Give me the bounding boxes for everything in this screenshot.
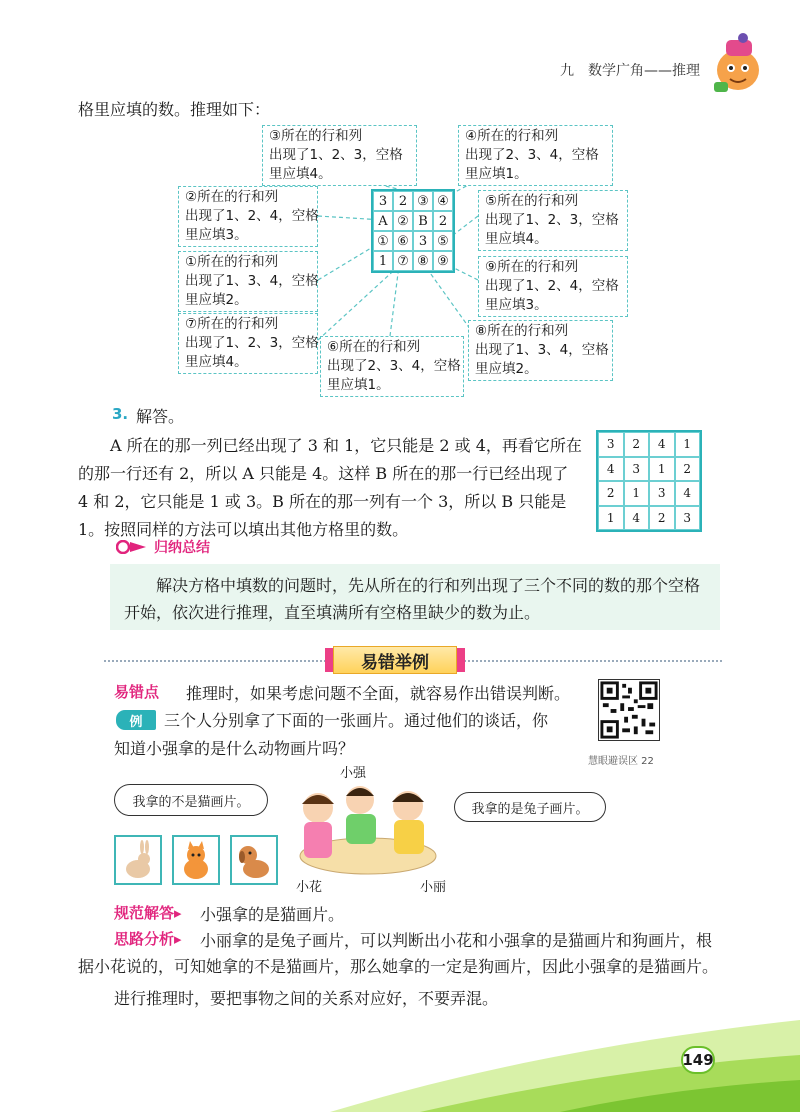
dog-icon: [232, 837, 276, 883]
grid-cell: 1: [624, 481, 650, 506]
grid-cell: 4: [649, 432, 675, 457]
summary-box: 解决方格中填数的问题时，先从所在的行和列出现了三个不同的数的那个空格开始，依次进行推理，直至填满所有空格里缺少的数为止。: [110, 564, 720, 630]
solution-text: 小强拿的是猫画片。: [200, 905, 345, 924]
intro-text: 格里应填的数。推理如下：: [78, 100, 271, 119]
puzzle-grid-marked: [371, 189, 455, 273]
name-xiaoqiang: 小强: [340, 766, 367, 781]
qr-code-icon[interactable]: [598, 679, 660, 741]
grid-cell: ②: [393, 211, 413, 231]
tip-text: 进行推理时，要把事物之间的关系对应好，不要弄混。: [114, 989, 499, 1008]
rabbit-icon: [116, 837, 160, 883]
grid-cell: ⑥: [393, 231, 413, 251]
grid-cell: 2: [624, 432, 650, 457]
callout-3: ③所在的行和列 出现了1、2、3，空格 里应填4。: [262, 125, 417, 186]
children-illustration: [280, 778, 450, 878]
grid-cell: 1: [373, 251, 393, 271]
callout-9: ⑨所在的行和列 出现了1、2、4，空格 里应填3。: [478, 256, 628, 317]
grid-cell: 3: [413, 231, 433, 251]
grid-cell: ⑤: [433, 231, 453, 251]
callout-6: ⑥所在的行和列 出现了2、3、4，空格 里应填1。: [320, 336, 464, 397]
grid-cell: 1: [649, 457, 675, 482]
grid-cell: 3: [675, 506, 701, 531]
grid-cell: 1: [675, 432, 701, 457]
grid-cell: B: [413, 211, 433, 231]
solution-paragraph: A 所在的那一列已经出现了 3 和 1，它只能是 2 或 4，再看它所在的那一行还有 2，所以 A 只能是 4。这样 B 所在的那一行已经出现了 4 和 2，它只能是 1 或 3。B 所在的那一列有一个 3，所以 B 只能是 1。按照同样的方法可以填出其他方格里的数。: [78, 436, 582, 539]
example-text-line1: 三个人分别拿了下面的一张画片。通过他们的谈话，你: [164, 711, 549, 730]
page-number: 149: [681, 1046, 715, 1074]
cat-card: [172, 835, 220, 885]
grid-cell: ⑧: [413, 251, 433, 271]
grid-cell: ⑦: [393, 251, 413, 271]
qr-caption: 慧眼避误区 22: [588, 756, 654, 767]
callout-8: ⑧所在的行和列 出现了1、3、4，空格 里应填2。: [468, 320, 613, 381]
grid-cell: ④: [433, 191, 453, 211]
callout-5: ⑤所在的行和列 出现了1、2、3，空格 里应填4。: [478, 190, 628, 251]
rabbit-card: [114, 835, 162, 885]
grid-cell: 3: [598, 432, 624, 457]
error-banner: [325, 644, 465, 676]
dog-card: [230, 835, 278, 885]
callout-1: ①所在的行和列 出现了1、3、4，空格 里应填2。: [178, 251, 318, 312]
error-banner-label: 易错举例: [333, 646, 457, 674]
grid-cell: 2: [433, 211, 453, 231]
grid-cell: 4: [675, 481, 701, 506]
grid-cell: 2: [649, 506, 675, 531]
callout-7: ⑦所在的行和列 出现了1、2、3，空格 里应填4。: [178, 313, 318, 374]
speech-bubble-left: 我拿的不是猫画片。: [114, 784, 268, 816]
analysis-text-line2: 据小花说的，可知她拿的不是猫画片，那么她拿的一定是狗画片，因此小强拿的是猫画片。: [78, 957, 719, 976]
analysis-text-line1: 小丽拿的是兔子画片，可以判断出小花和小强拿的是猫画片和狗画片，根: [200, 931, 713, 950]
puzzle-grid-solved: [596, 430, 702, 532]
callout-4: ④所在的行和列 出现了2、3、4，空格 里应填1。: [458, 125, 613, 186]
summary-arrow-icon: [116, 540, 150, 554]
grid-cell: 2: [598, 481, 624, 506]
example-text-line2: 知道小强拿的是什么动物画片吗？: [114, 739, 355, 758]
cat-icon: [174, 837, 218, 883]
speech-bubble-right: 我拿的是兔子画片。: [454, 792, 606, 822]
grid-cell: 3: [373, 191, 393, 211]
section-title: 解答。: [136, 407, 185, 426]
grid-cell: ⑨: [433, 251, 453, 271]
grid-cell: A: [373, 211, 393, 231]
summary-title: 归纳总结: [154, 540, 210, 556]
error-point-label: 易错点: [114, 683, 160, 701]
analysis-label: 思路分析▸: [114, 930, 182, 948]
callout-2: ②所在的行和列 出现了1、2、4，空格 里应填3。: [178, 186, 318, 247]
grid-cell: ①: [373, 231, 393, 251]
name-xiaohua: 小花: [296, 880, 323, 895]
grid-cell: 3: [624, 457, 650, 482]
name-xiaoli: 小丽: [420, 880, 447, 895]
error-point-text: 推理时，如果考虑问题不全面，就容易作出错误判断。: [186, 684, 571, 703]
solution-label: 规范解答▸: [114, 904, 182, 922]
chapter-header: 九 数学广角——推理: [560, 63, 700, 79]
grid-cell: 2: [675, 457, 701, 482]
grid-cell: 2: [393, 191, 413, 211]
section-number: 3.: [112, 405, 129, 423]
grid-cell: 1: [598, 506, 624, 531]
grid-cell: 4: [624, 506, 650, 531]
grid-cell: 4: [598, 457, 624, 482]
grid-cell: ③: [413, 191, 433, 211]
example-label: 例: [116, 710, 156, 730]
grid-cell: 3: [649, 481, 675, 506]
